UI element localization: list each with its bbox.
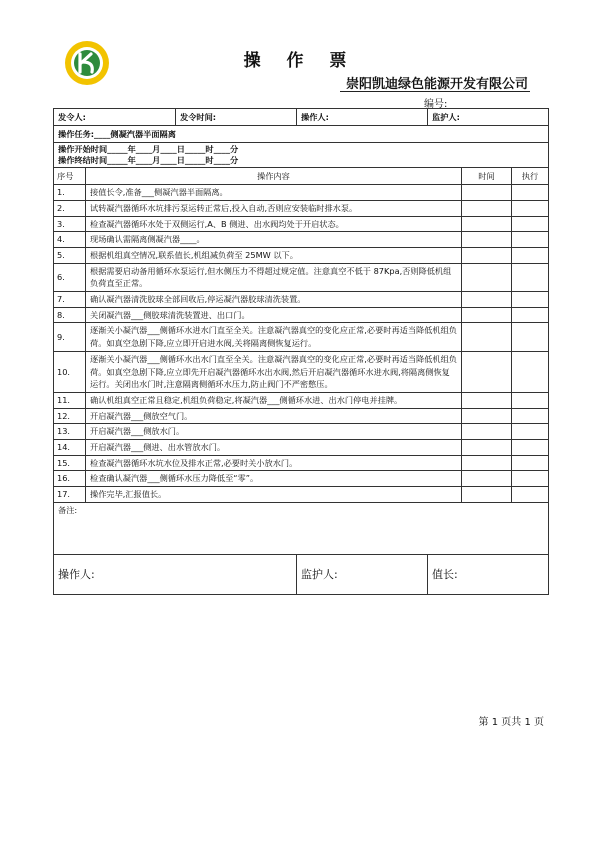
step-number: 4.	[54, 232, 86, 248]
step-number: 11.	[54, 392, 86, 408]
remark-row	[54, 502, 549, 554]
step-text: 根据机组真空情况,联系值长,机组减负荷至 25MW 以下。	[86, 247, 462, 263]
step-time	[462, 392, 512, 408]
step-row	[54, 455, 549, 471]
step-text: 逐渐关小凝汽器___侧循环水进水门直至全关。注意凝汽器真空的变化应正常,必要时再适当降低机组负荷。如真空急剧下降,应立即开启进水阀,关将隔离侧恢复运行。	[86, 323, 462, 351]
issuer-label: 发令人:	[58, 111, 86, 122]
step-time	[462, 247, 512, 263]
task-value: ____侧凝汽器半面隔离	[94, 128, 176, 139]
remark-label: 备注:	[58, 504, 78, 515]
col-execute-header: 执行	[512, 168, 549, 185]
step-time	[462, 440, 512, 456]
step-execute	[512, 232, 549, 248]
step-number: 1.	[54, 185, 86, 201]
step-number: 12.	[54, 408, 86, 424]
step-time	[462, 216, 512, 232]
step-text: 逐渐关小凝汽器___侧循环水出水门直至全关。注意凝汽器真空的变化应正常,必要时再适当降低机组负荷。如真空急剧下降,应立即先开启凝汽器循环水出水阀,然后开启凝汽器循环水进水阀,将隔离侧恢复运行。关闭出水门时,注意隔离侧循环水压力,防止阀门不严密憋压。	[86, 351, 462, 392]
sign-guardian-label: 监护人:	[301, 567, 338, 581]
col-content-header: 操作内容	[86, 168, 462, 185]
step-number: 8.	[54, 307, 86, 323]
step-time	[462, 263, 512, 291]
sign-operator-cell	[54, 554, 297, 594]
task-label: 操作任务:	[58, 128, 95, 139]
operator-cell	[297, 109, 428, 126]
step-row	[54, 440, 549, 456]
document-title: 操 作 票	[243, 51, 357, 71]
step-row	[54, 392, 549, 408]
step-time	[462, 185, 512, 201]
step-number: 17.	[54, 487, 86, 503]
operation-ticket-table	[53, 108, 549, 595]
step-text: 根据需要启动备用循环水泵运行,但水侧压力不得超过规定值。注意真空不低于 87Kpa,否则降低机组负荷直至正常。	[86, 263, 462, 291]
step-text: 开启凝汽器___侧进、出水管放水门。	[86, 440, 462, 456]
step-row	[54, 216, 549, 232]
step-text: 接值长令,准备___侧凝汽器半面隔离。	[86, 185, 462, 201]
step-execute	[512, 307, 549, 323]
col-seq-header: 序号	[54, 168, 86, 185]
sign-guardian-cell	[297, 554, 428, 594]
info-row-task	[54, 126, 549, 143]
step-time	[462, 487, 512, 503]
end-time-label: 操作终结时间	[58, 155, 108, 166]
step-text: 操作完毕,汇报值长。	[86, 487, 462, 503]
sign-operator-label: 操作人:	[58, 567, 95, 581]
step-execute	[512, 424, 549, 440]
task-cell	[54, 126, 549, 143]
step-number: 10.	[54, 351, 86, 392]
step-row	[54, 263, 549, 291]
signature-row	[54, 554, 549, 594]
step-text: 试转凝汽器循环水坑排污泵运转正常后,投入自动,否则应安装临时排水泵。	[86, 200, 462, 216]
issue-time-cell	[176, 109, 297, 126]
step-number: 14.	[54, 440, 86, 456]
step-number: 16.	[54, 471, 86, 487]
issue-time-label: 发令时间:	[180, 111, 217, 122]
start-time-label: 操作开始时间	[58, 144, 108, 154]
step-time	[462, 424, 512, 440]
step-text: 确认凝汽器清洗胶球全部回收后,停运凝汽器胶球清洗装置。	[86, 292, 462, 308]
step-time	[462, 232, 512, 248]
start-time-blank: _____年____月____日_____时____分	[107, 144, 239, 154]
info-row-time	[54, 143, 549, 168]
end-time-blank: _____年____月____日_____时____分	[107, 155, 239, 166]
page-number: 第 1 页共 1 页	[478, 717, 544, 728]
step-execute	[512, 471, 549, 487]
step-rows	[54, 185, 549, 503]
column-header-row	[54, 168, 549, 185]
step-execute	[512, 263, 549, 291]
col-time-header: 时间	[462, 168, 512, 185]
step-time	[462, 323, 512, 351]
time-cell	[54, 143, 549, 168]
step-execute	[512, 185, 549, 201]
step-row	[54, 232, 549, 248]
step-row	[54, 471, 549, 487]
title-underline	[340, 91, 530, 92]
step-text: 开启凝汽器___侧放空气门。	[86, 408, 462, 424]
step-time	[462, 471, 512, 487]
remark-cell	[54, 502, 549, 554]
step-time	[462, 307, 512, 323]
sign-duty-cell	[428, 554, 549, 594]
step-number: 3.	[54, 216, 86, 232]
step-time	[462, 455, 512, 471]
step-text: 关闭凝汽器___侧胶球清洗装置进、出口门。	[86, 307, 462, 323]
step-time	[462, 292, 512, 308]
step-execute	[512, 392, 549, 408]
step-row	[54, 200, 549, 216]
step-execute	[512, 487, 549, 503]
step-number: 5.	[54, 247, 86, 263]
step-text: 开启凝汽器___侧放水门。	[86, 424, 462, 440]
step-execute	[512, 408, 549, 424]
step-time	[462, 351, 512, 392]
step-row	[54, 247, 549, 263]
guardian-label: 监护人:	[432, 111, 460, 122]
company-name: 崇阳凯迪绿色能源开发有限公司	[345, 77, 528, 92]
step-text: 检查凝汽器循环水处于双侧运行,A、B 侧进、出水阀均处于开启状态。	[86, 216, 462, 232]
serial-label: 编号:	[424, 99, 448, 110]
sign-duty-label: 值长:	[432, 567, 458, 581]
step-number: 13.	[54, 424, 86, 440]
issuer-cell	[54, 109, 176, 126]
step-row	[54, 292, 549, 308]
step-execute	[512, 200, 549, 216]
operator-label: 操作人:	[301, 111, 329, 122]
info-row-people	[54, 109, 549, 126]
step-text: 检查确认凝汽器___侧循环水压力降低至“零”。	[86, 471, 462, 487]
step-number: 15.	[54, 455, 86, 471]
step-number: 7.	[54, 292, 86, 308]
guardian-cell	[428, 109, 549, 126]
step-text: 检查凝汽器循环水坑水位及排水正常,必要时关小放水门。	[86, 455, 462, 471]
step-row	[54, 185, 549, 201]
step-row	[54, 408, 549, 424]
step-text: 确认机组真空正常且稳定,机组负荷稳定,将凝汽器___侧循环水进、出水门停电并挂牌。	[86, 392, 462, 408]
step-row	[54, 351, 549, 392]
step-execute	[512, 455, 549, 471]
step-time	[462, 200, 512, 216]
step-execute	[512, 323, 549, 351]
end-time-line	[58, 155, 544, 166]
step-number: 9.	[54, 323, 86, 351]
step-time	[462, 408, 512, 424]
step-execute	[512, 292, 549, 308]
step-row	[54, 487, 549, 503]
step-execute	[512, 216, 549, 232]
step-number: 2.	[54, 200, 86, 216]
step-row	[54, 323, 549, 351]
step-execute	[512, 351, 549, 392]
step-row	[54, 307, 549, 323]
step-execute	[512, 440, 549, 456]
step-row	[54, 424, 549, 440]
start-time-line	[58, 144, 544, 155]
step-number: 6.	[54, 263, 86, 291]
step-execute	[512, 247, 549, 263]
step-text: 现场确认需隔离侧凝汽器____。	[86, 232, 462, 248]
